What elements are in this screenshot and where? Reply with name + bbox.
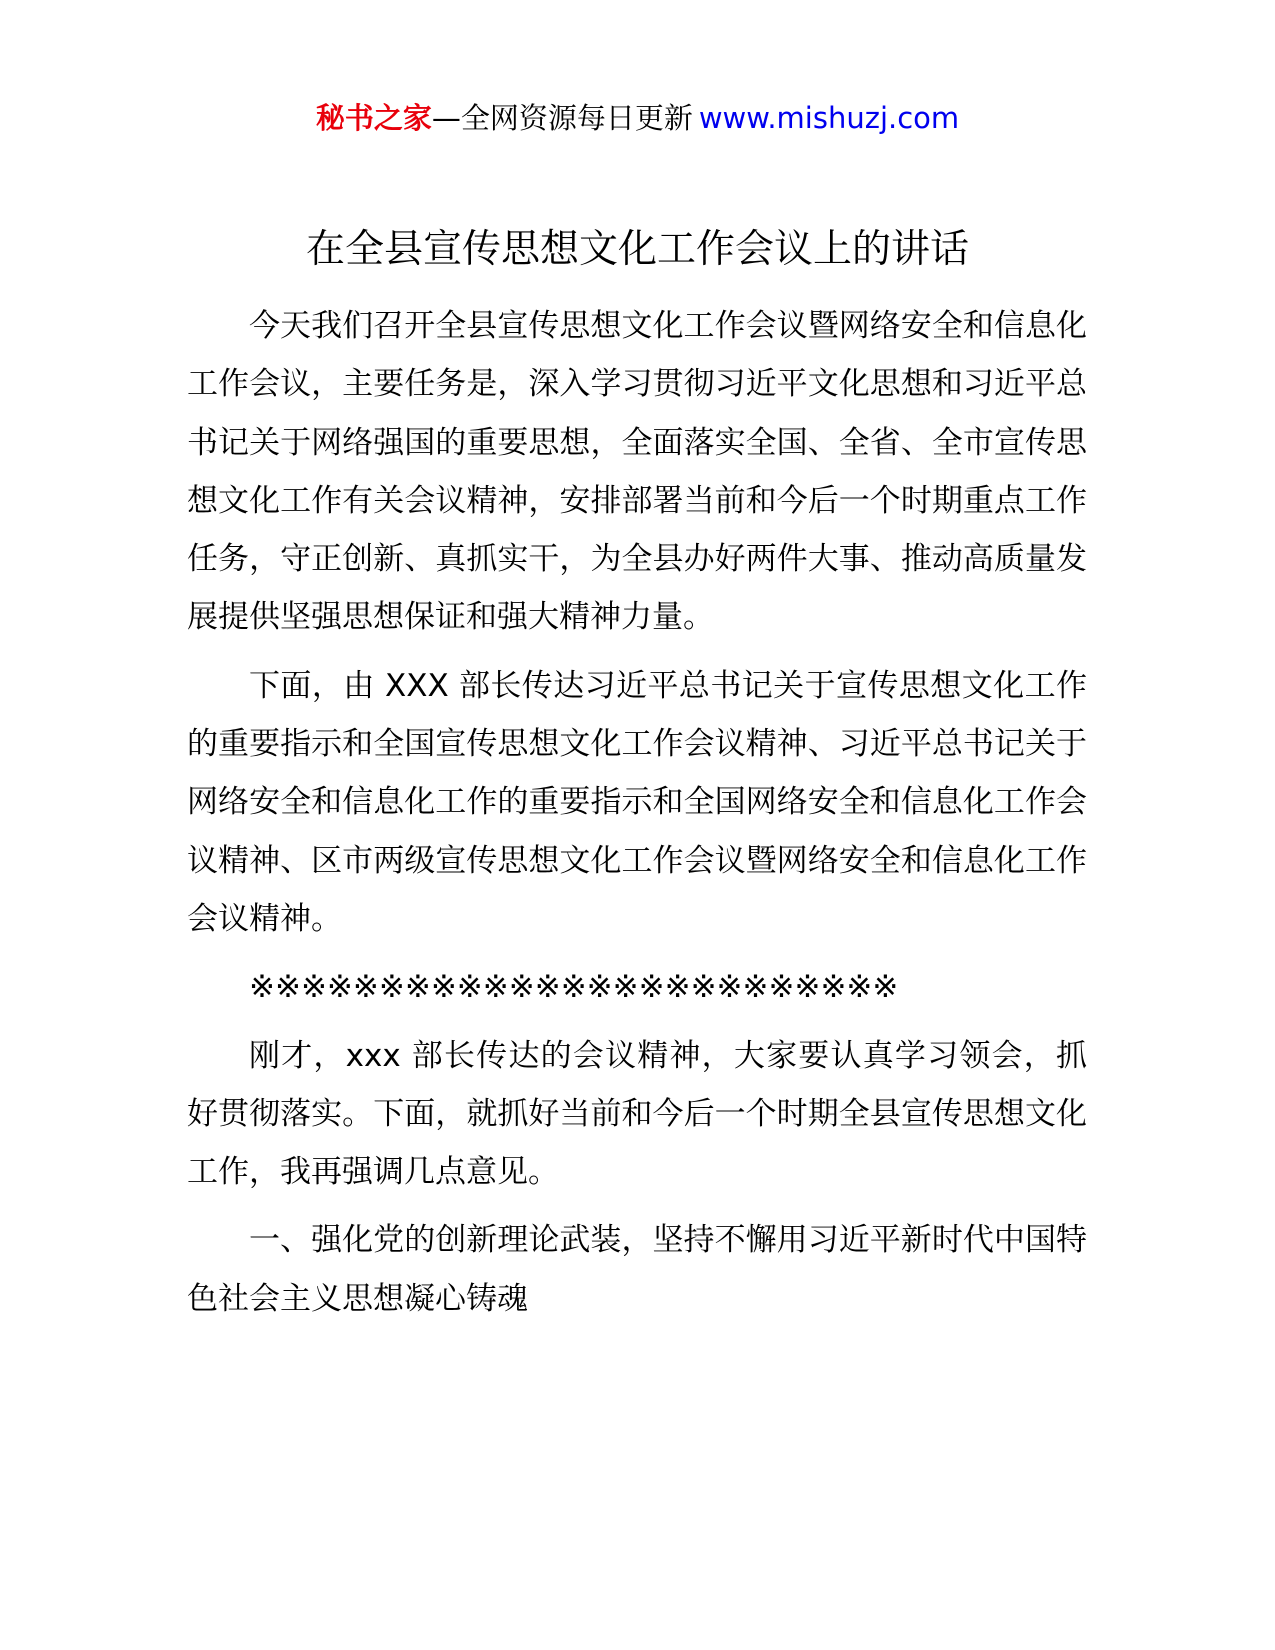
document-title: 在全县宣传思想文化工作会议上的讲话 (305, 227, 969, 272)
paragraph-transition: 刚才，xxx 部长传达的会议精神，大家要认真学习领会，抓好贯彻落实。下面，就抓好当前和今后一个时期全县宣传思想文化工作，我再强调几点意见。 (187, 1037, 1087, 1191)
site-header (0, 98, 1275, 138)
header-tagline: —全网资源每日更新 (431, 101, 693, 135)
document-body (187, 297, 1087, 1338)
paragraph-opening: 今天我们召开全县宣传思想文化工作会议暨网络安全和信息化工作会议，主要任务是，深入学习贯彻习近平文化思想和习近平总书记关于网络强国的重要思想，全面落实全国、全省、全市宣传思想文化工作有关会议精神，安排部署当前和今后一个时期重点工作任务，守正创新、真抓实干，为全县办好两件大事、推动高质量发展提供坚强思想保证和强大精神力量。 (187, 308, 1087, 636)
section-heading-1: 一、强化党的创新理论武装，坚持不懈用习近平新时代中国特色社会主义思想凝心铸魂 (187, 1222, 1087, 1317)
brand-name: 秘书之家 (315, 101, 432, 135)
paragraph-transmission: 下面，由 XXX 部长传达习近平总书记关于宣传思想文化工作的重要指示和全国宣传思想文化工作会议精神、习近平总书记关于网络安全和信息化工作的重要指示和全国网络安全和信息化工作会议精神、区市两级宣传思想文化工作会议暨网络安全和信息化工作会议精神。 (187, 667, 1087, 937)
site-url-link[interactable]: www.mishuzj.com (698, 101, 960, 135)
section-separator: ※※※※※※※※※※※※※※※※※※※※※※※※※ (249, 969, 899, 1006)
